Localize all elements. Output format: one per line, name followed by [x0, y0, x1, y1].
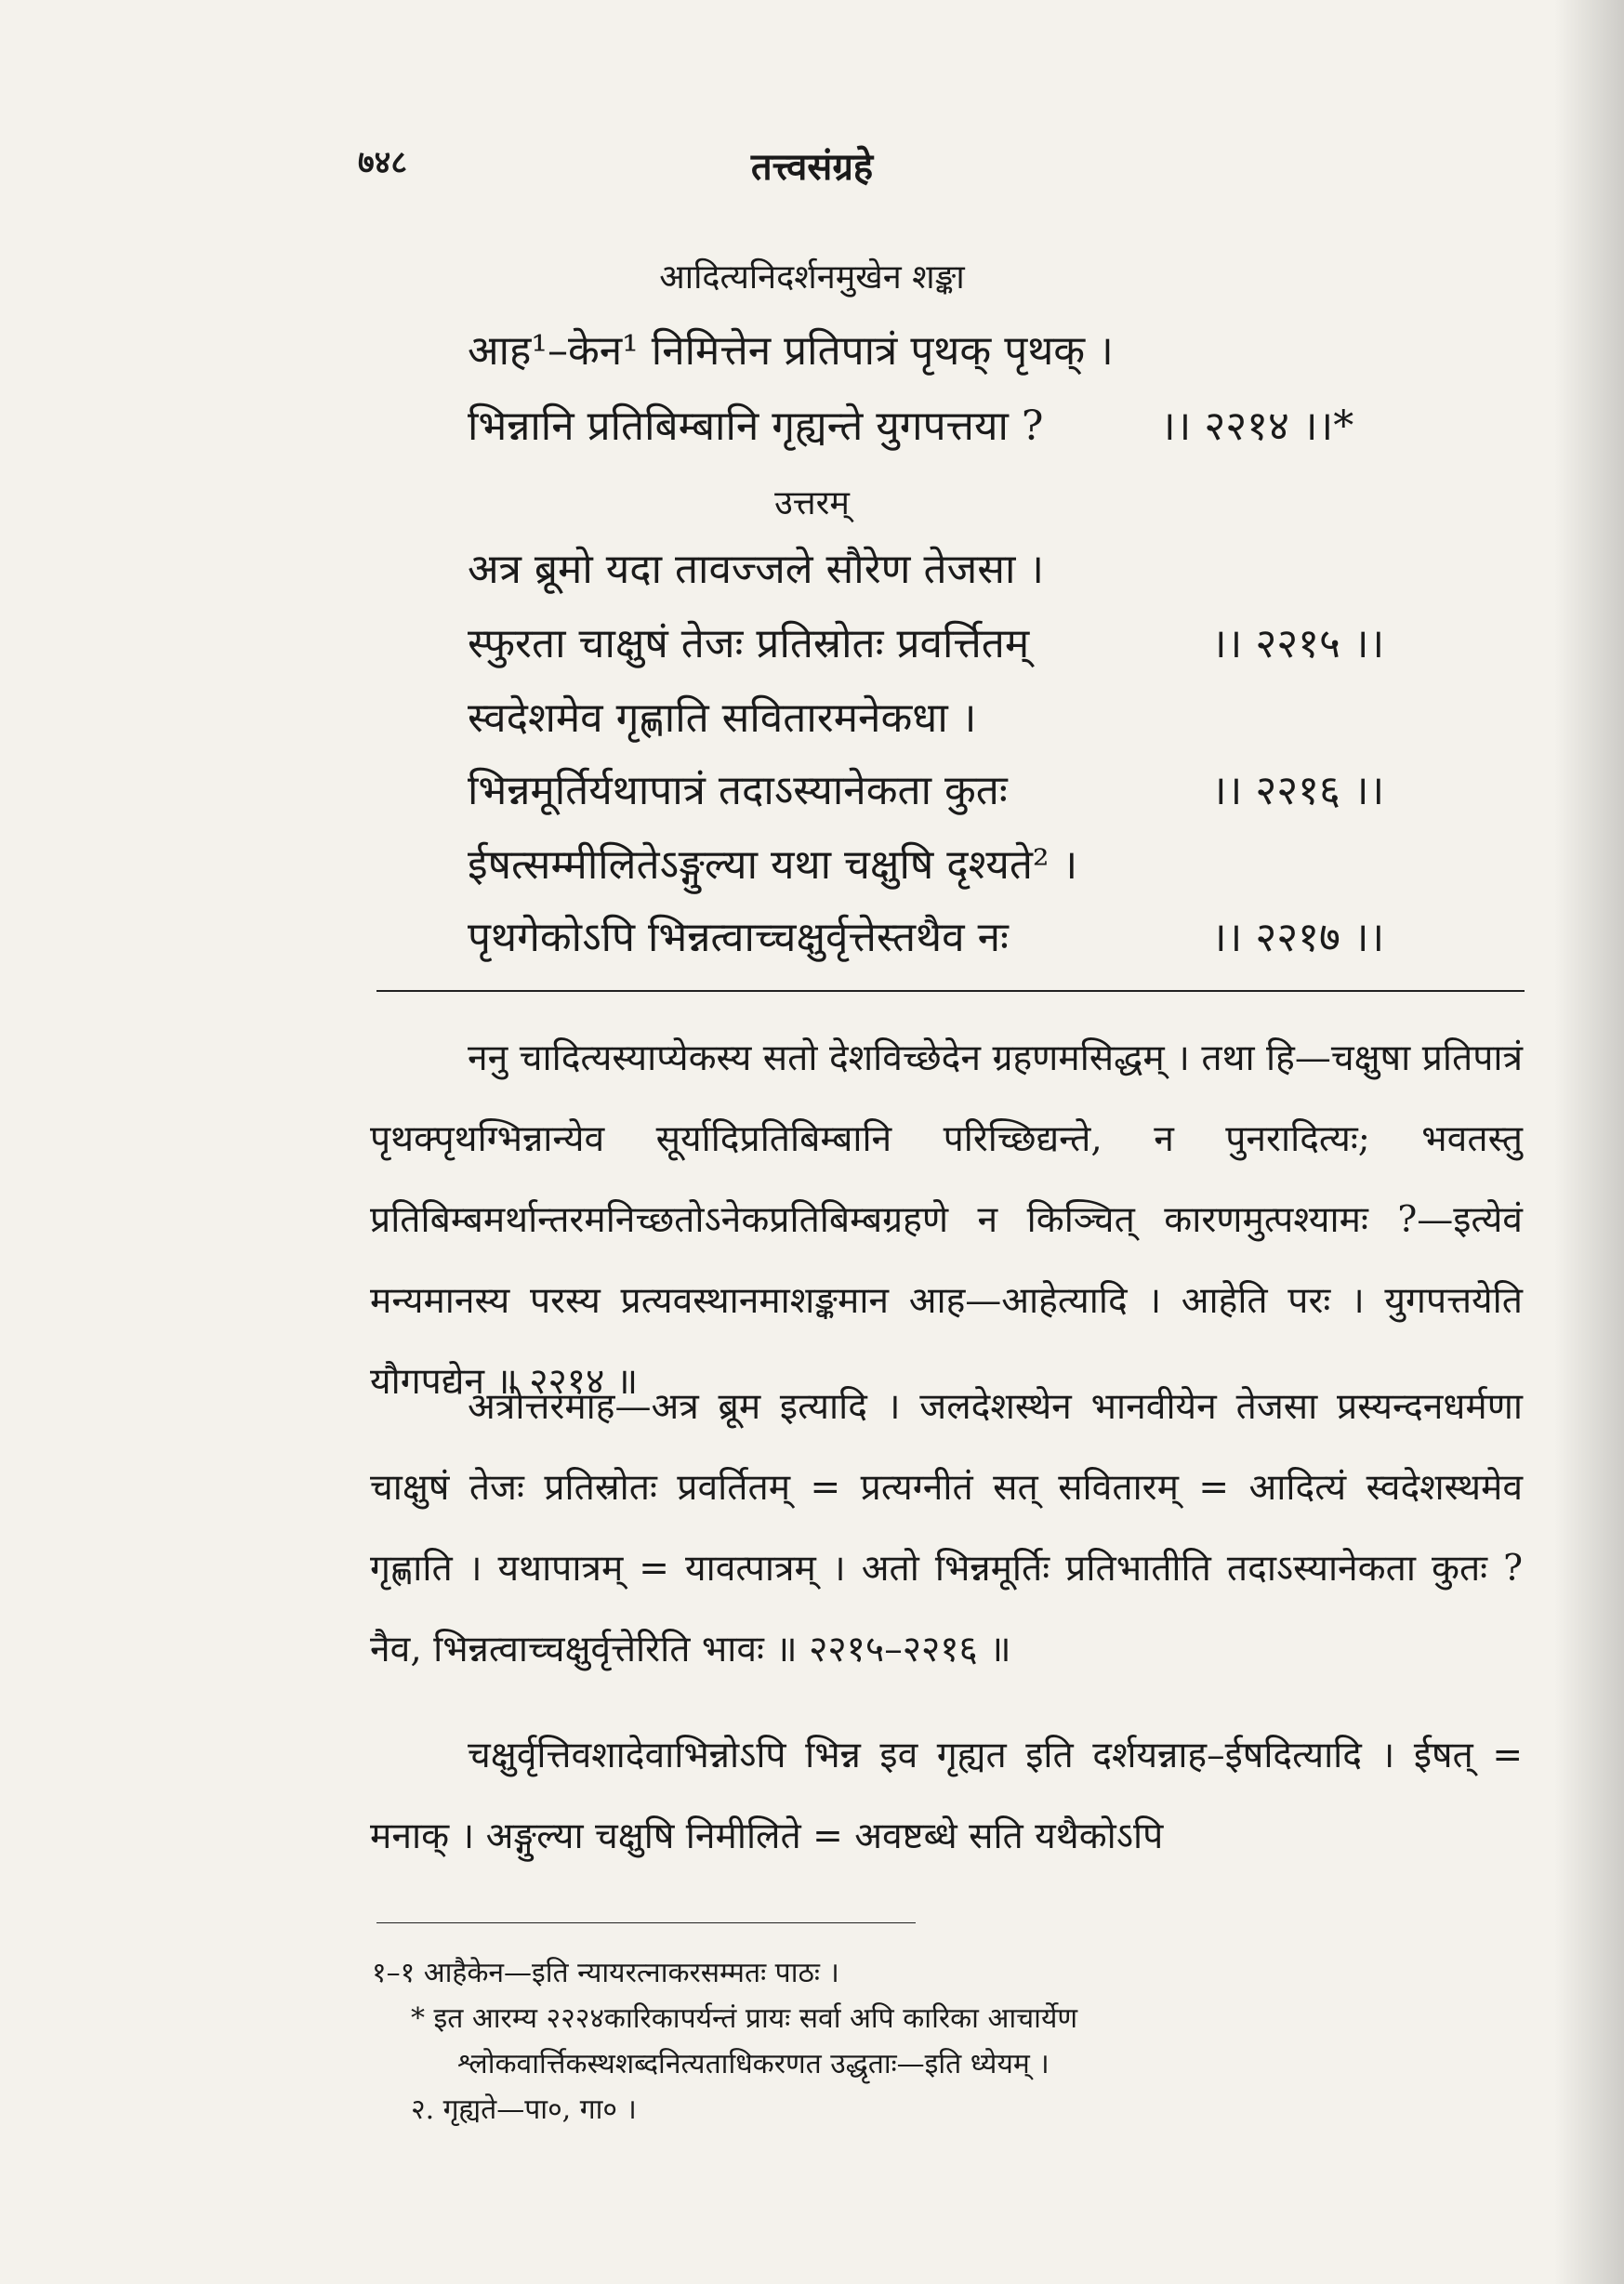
- page-number: ७४८: [358, 144, 408, 181]
- commentary-paragraph: ननु चादित्यस्याप्येकस्य सतो देशविच्छेदेन ग्रहणमसिद्धम् । तथा हि—चक्षुषा प्रतिपात्रं पृथक्पृथग्भिन्नान्येव सूर्यादिप्रतिबिम्बानि परिच्छिद्यन्ते, न पुनरादित्यः; भवतस्तु प्रतिबिम्बमर्थान्तरमनिच्छतोऽनेकप्रतिबिम्बग्रहणे न किञ्चित् कारणमुत्पश्यामः ?—इत्येवं मन्यमानस्य परस्य प्रत्यवस्थानमाशङ्कमान आह—आहेत्यादि । आहेति परः । युगपत्तयेति यौगपद्येन ॥ २२१४ ॥: [370, 1037, 1523, 1403]
- verse-text: भिन्नानि प्रतिबिम्बानि गृह्यन्ते युगपत्तया ?: [468, 403, 1044, 450]
- verse-line: [468, 539, 1044, 595]
- verse-line: [468, 907, 1385, 963]
- verse-line: [468, 835, 1077, 891]
- verse-text: अत्र ब्रूमो यदा तावज्जले सौरेण तेजसा ।: [468, 546, 1045, 593]
- verse-line: [468, 396, 1354, 452]
- answer-heading: उत्तरम्: [774, 484, 850, 522]
- verse-text: भिन्नमूर्तिर्यथापात्रं तदाऽस्यानेकता कुतः: [468, 767, 1008, 814]
- verse-text: स्फुरता चाक्षुषं तेजः प्रतिस्रोतः प्रवर्त्तितम्: [468, 620, 1030, 667]
- commentary-paragraph: चक्षुर्वृत्तिवशादेवाभिन्नोऽपि भिन्न इव गृह्यत इति दर्शयन्नाह–ईषदित्यादि । ईषत् = मनाक् । अङ्गुल्या चक्षुषि निमीलिते = अवष्टब्धे सति यथैकोऽपि: [370, 1735, 1523, 1857]
- footnote-divider: [376, 1922, 916, 1923]
- running-title: तत्त्वसंग्रहे: [750, 145, 874, 189]
- footnote-2: २. गृह्यते—पा०, गा० ।: [411, 2093, 637, 2126]
- verse-heading: आदित्यनिदर्शनमुखेन शङ्का: [659, 258, 965, 297]
- verse-number: ।। २२१७ ।।: [1211, 914, 1385, 961]
- verse-number: ।। २२१४ ।।*: [1160, 403, 1354, 450]
- footnote-1: १–१ आहैकेन—इति न्यायरत्नाकरसम्मतः पाठः ।: [372, 1957, 839, 1989]
- verse-text: स्वदेशमेव गृह्णाति सवितारमनेकधा ।: [468, 694, 977, 742]
- verse-line: [468, 760, 1385, 816]
- verse-text: आह¹–केन¹ निमित्तेन प्रतिपात्रं पृथक् पृथक् ।: [468, 327, 1114, 375]
- verse-line: [468, 321, 1114, 376]
- verse-line: [468, 614, 1385, 669]
- section-divider: [376, 990, 1525, 992]
- commentary-paragraph: अत्रोत्तरमाह—अत्र ब्रूम इत्यादि । जलदेशस्थेन भानवीयेन तेजसा प्रस्यन्दनधर्मणा चाक्षुषं तेजः प्रतिस्रोतः प्रवर्तितम् = प्रत्यग्नीतं सत् सवितारम् = आदित्यं स्वदेशस्थमेव गृह्णाति । यथापात्रम् = यावत्पात्रम् । अतो भिन्नमूर्तिः प्रतिभातीति तदाऽस्यानेकता कुतः ? नैव, भिन्नत्वाच्चक्षुर्वृत्तेरिति भावः ॥ २२१५–२२१६ ॥: [370, 1386, 1523, 1670]
- verse-number: ।। २२१६ ।।: [1211, 767, 1385, 814]
- footnote-star: * इत आरम्य २२२४कारिकापर्यन्तं प्रायः सर्वा अपि कारिका आचार्येण: [411, 2002, 1078, 2035]
- footnote-star-continued: श्लोकवार्त्तिकस्थशब्दनित्यताधिकरणत उद्धृताः—इति ध्येयम् ।: [457, 2048, 1050, 2080]
- page-edge-shadow: [1554, 0, 1624, 2284]
- verse-number: ।। २२१५ ।।: [1211, 620, 1385, 667]
- verse-text: ईषत्सम्मीलितेऽङ्गुल्या यथा चक्षुषि दृश्यते² ।: [468, 841, 1078, 889]
- footnotes: [372, 1950, 1525, 2132]
- verse-text: पृथगेकोऽपि भिन्नत्वाच्चक्षुर्वृत्तेस्तथैव नः: [468, 914, 1009, 961]
- verse-line: [468, 688, 976, 744]
